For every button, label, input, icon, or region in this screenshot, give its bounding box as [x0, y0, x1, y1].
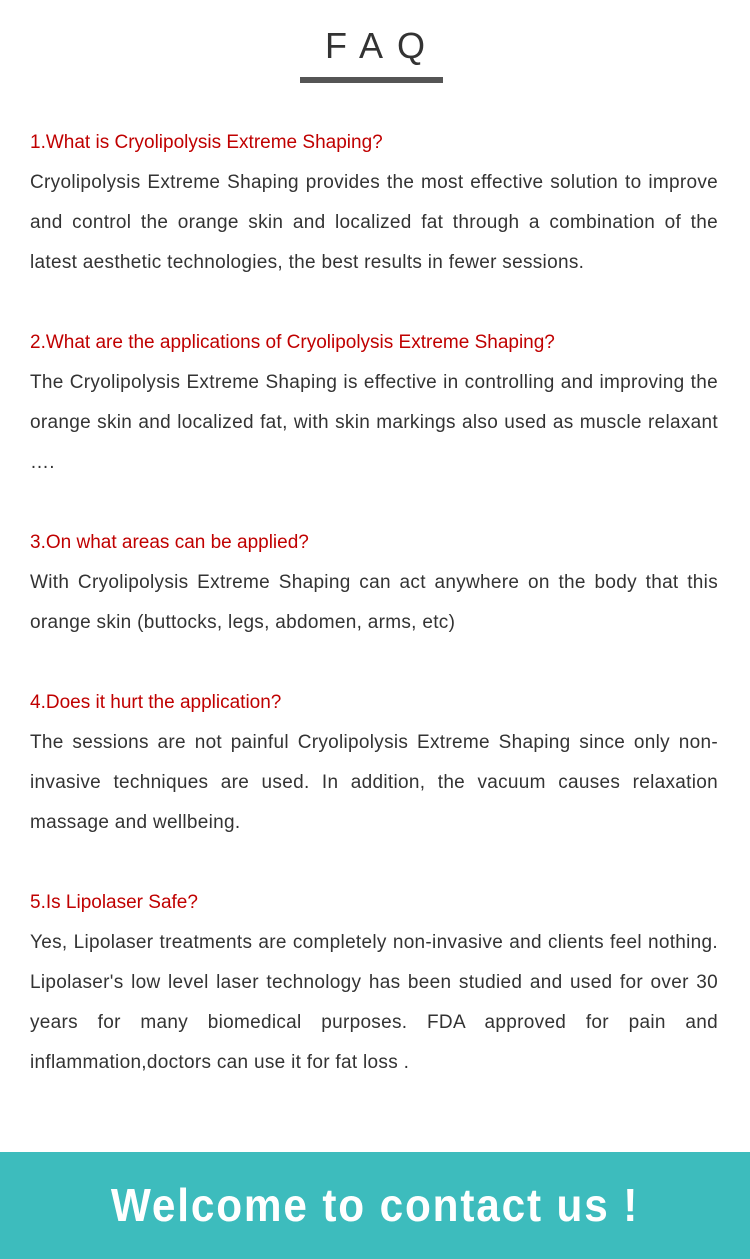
faq-question: 4.Does it hurt the application? [30, 692, 282, 713]
faq-question: 5.Is Lipolaser Safe? [30, 892, 198, 913]
faq-question: 1.What is Cryolipolysis Extreme Shaping? [30, 132, 383, 153]
faq-item-3 [30, 523, 718, 643]
title-underline [300, 77, 443, 83]
faq-item-5 [30, 883, 718, 1083]
contact-banner [0, 1152, 750, 1259]
faq-question: 2.What are the applications of Cryolipolysis Extreme Shaping? [30, 332, 555, 353]
faq-answer: Cryolipolysis Extreme Shaping provides the most effective solution to improve and control the orange skin and localized fat through a combination of the latest aesthetic technologies, the best results in fewer sessions. [30, 172, 718, 273]
faq-item-4 [30, 683, 718, 843]
faq-answer: With Cryolipolysis Extreme Shaping can act anywhere on the body that this orange skin (buttocks, legs, abdomen, arms, etc) [30, 572, 718, 633]
contact-banner-text: Welcome to contact us ! [110, 1179, 640, 1231]
faq-item-1 [30, 123, 718, 283]
faq-title: FAQ [324, 25, 440, 66]
faq-header [0, 0, 750, 100]
faq-answer: The Cryolipolysis Extreme Shaping is effective in controlling and improving the orange skin and localized fat, with skin markings also used as muscle relaxant …. [30, 372, 718, 473]
faq-item-2 [30, 323, 718, 483]
faq-answer: The sessions are not painful Cryolipolysis Extreme Shaping since only non-invasive techniques are used. In addition, the vacuum causes relaxation massage and wellbeing. [30, 732, 718, 833]
faq-question: 3.On what areas can be applied? [30, 532, 309, 553]
faq-answer: Yes, Lipolaser treatments are completely non-invasive and clients feel nothing. Lipolaser's low level laser technology has been studied and used for over 30 years for many biomedical purposes. FDA approved for pain and inflammation,doctors can use it for fat loss . [30, 932, 718, 1073]
faq-list [30, 123, 718, 1123]
